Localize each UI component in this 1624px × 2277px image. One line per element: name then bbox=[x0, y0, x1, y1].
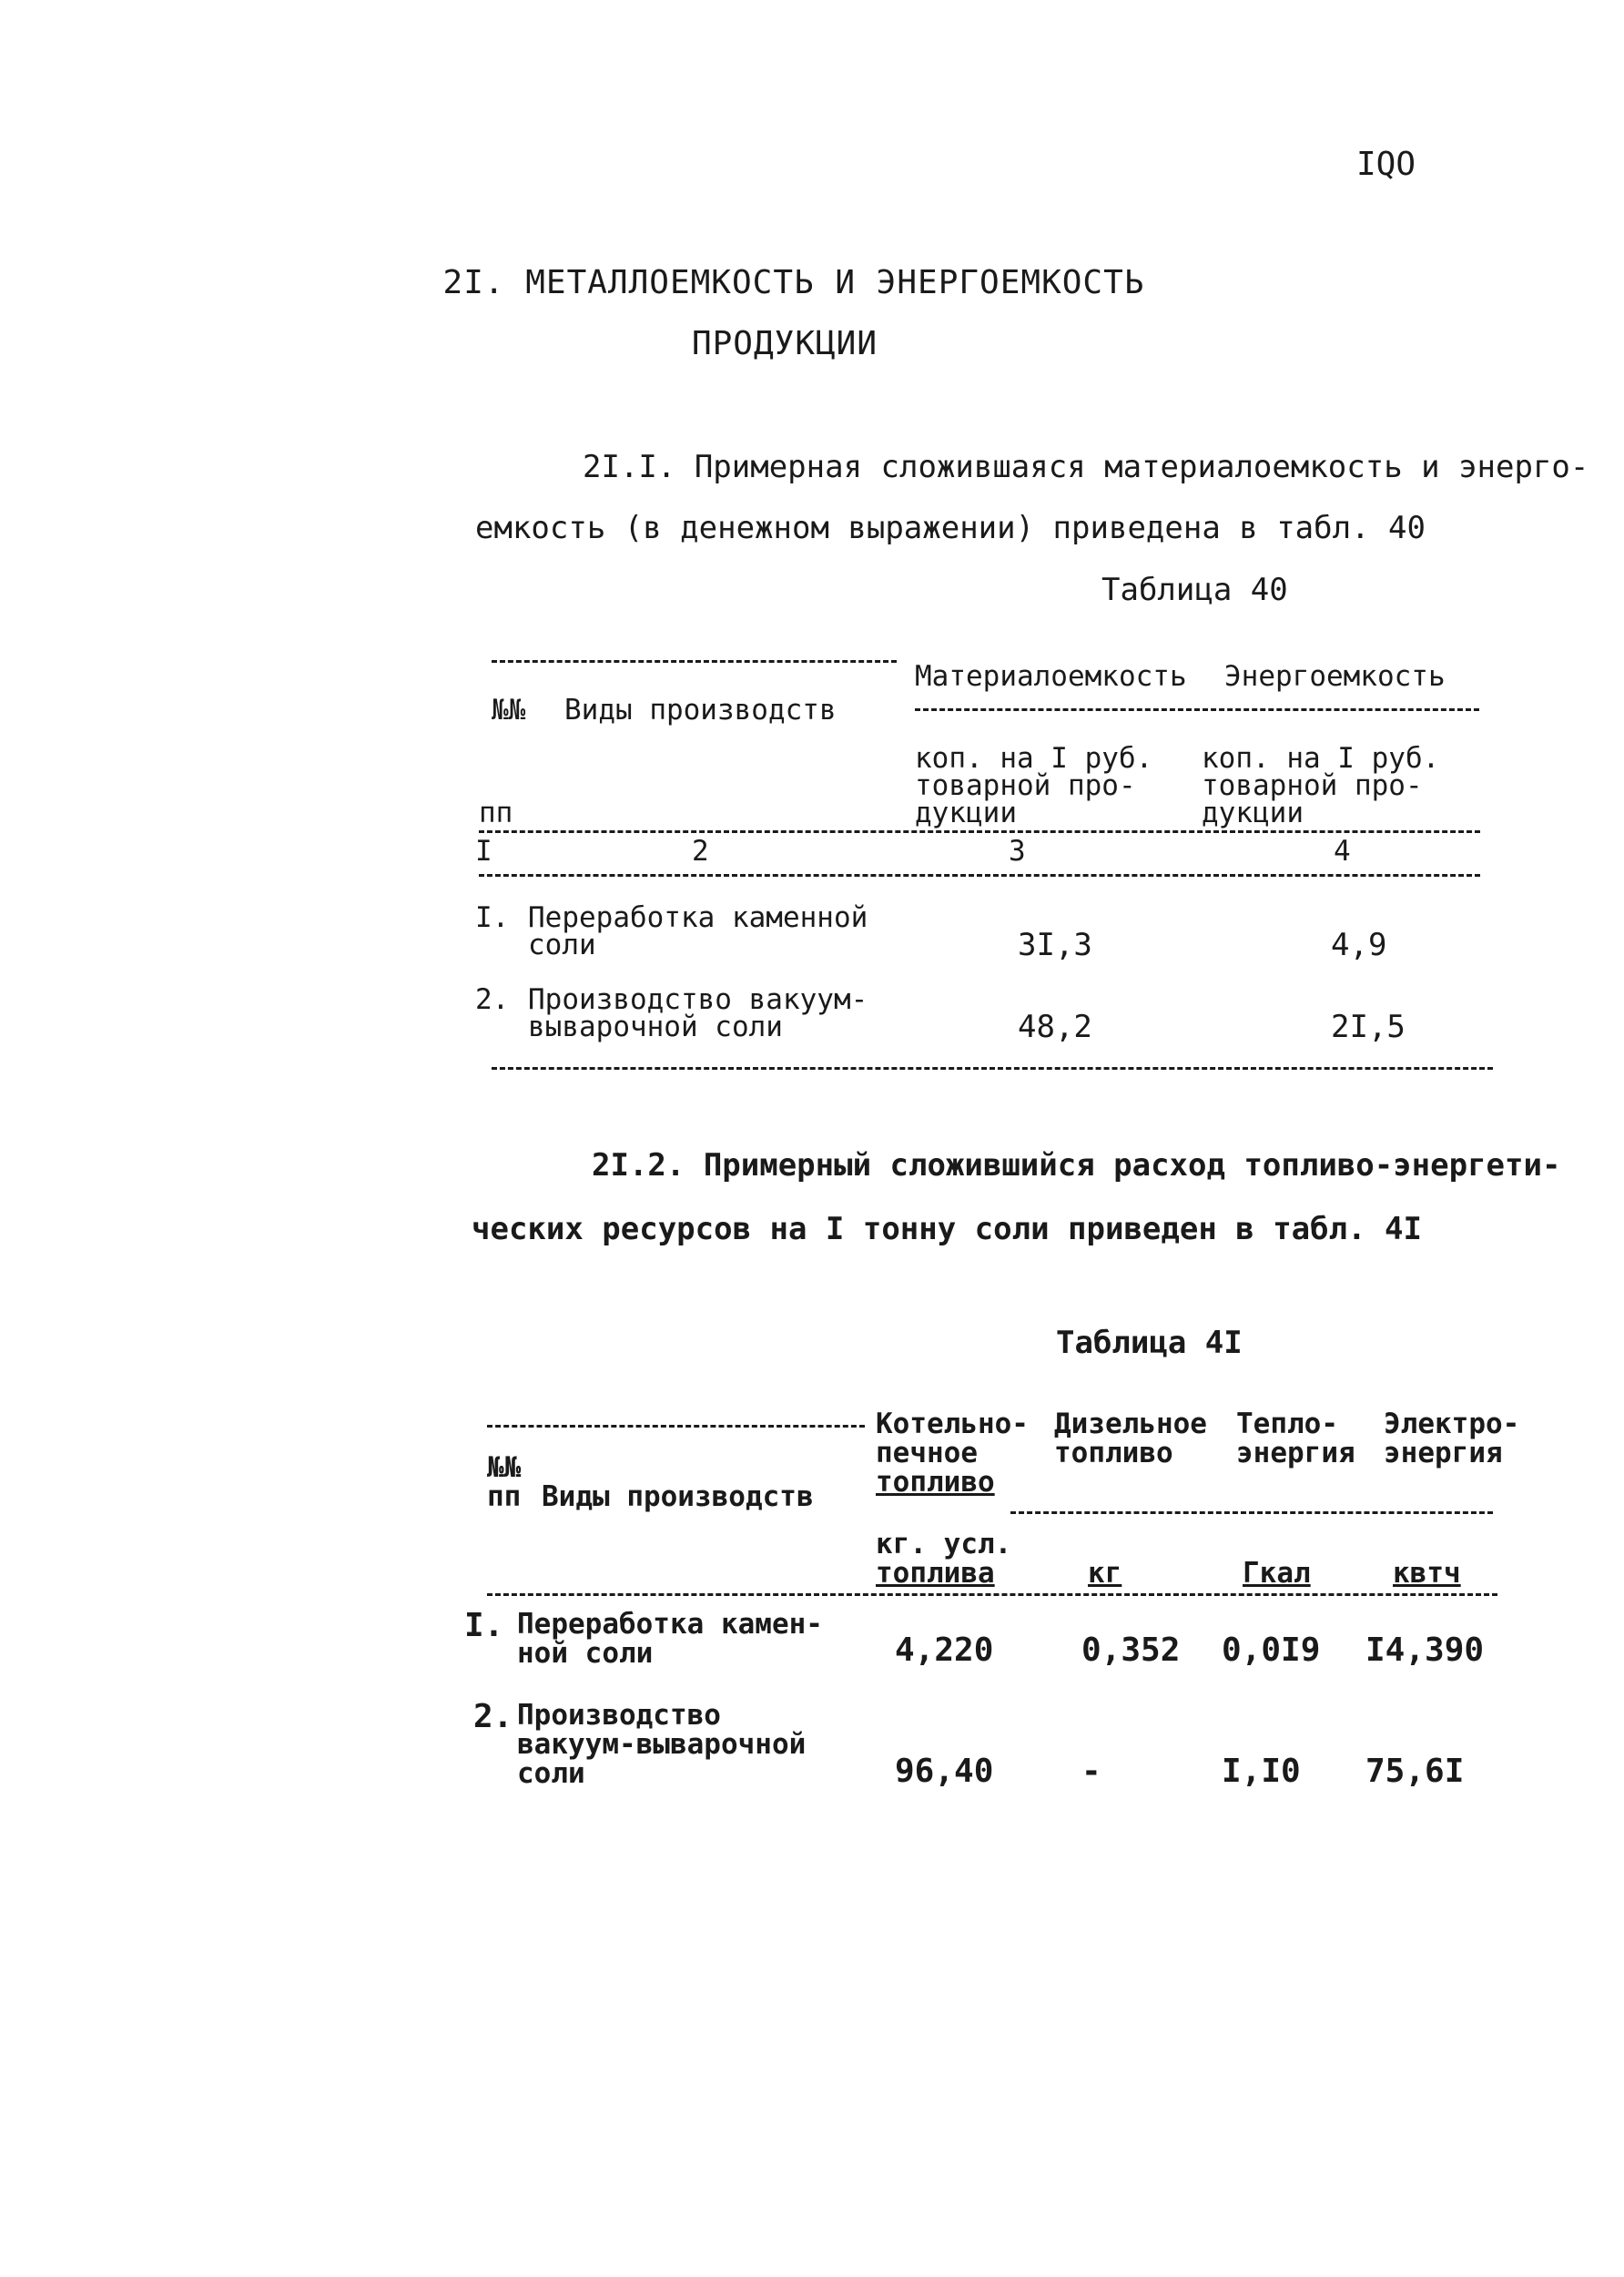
table-41-header-fuel-1: Котельно- bbox=[876, 1408, 1029, 1440]
table-40-row-1-no: I. bbox=[475, 901, 510, 934]
table-41-header-no-2: пп bbox=[487, 1480, 522, 1513]
table-40-header-type: Виды производств bbox=[564, 694, 837, 727]
table-rule bbox=[492, 660, 897, 663]
table-40-row-1-name-1: Переработка каменной bbox=[528, 901, 868, 934]
table-41-header-heat-2: энергия bbox=[1236, 1437, 1355, 1469]
paragraph-2-line1: 2I.2. Примерный сложившийся расход топливо-энергети- bbox=[592, 1147, 1561, 1184]
table-rule bbox=[487, 1425, 865, 1428]
table-41-header-elec-2: энергия bbox=[1384, 1437, 1503, 1469]
table-rule bbox=[1010, 1511, 1493, 1514]
section-title-line2: ПРОДУКЦИИ bbox=[691, 325, 878, 362]
table-41-header-heat-1: Тепло- bbox=[1236, 1408, 1338, 1440]
table-41-row-1-elec: I4,390 bbox=[1365, 1632, 1485, 1669]
table-40-row-2-no: 2. bbox=[475, 983, 510, 1016]
table-40-colnum-2: 2 bbox=[692, 835, 709, 868]
table-41-row-2-name-2: вакуум-выварочной bbox=[517, 1728, 807, 1761]
table-41-unit-fuel-1: кг. усл. bbox=[876, 1528, 1012, 1560]
paragraph-2-line2: ческих ресурсов на I тонну соли приведен в табл. 4I bbox=[472, 1211, 1422, 1247]
table-41-row-2-diesel: - bbox=[1081, 1753, 1101, 1790]
table-41-row-2-name-3: соли bbox=[517, 1757, 585, 1790]
table-41-unit-elec: квтч bbox=[1393, 1557, 1461, 1590]
table-40-header-no-2: пп bbox=[479, 797, 513, 829]
table-40-colnum-4: 4 bbox=[1334, 835, 1351, 868]
table-41-header-fuel-2: печное bbox=[876, 1437, 978, 1469]
table-41-unit-heat: Гкал bbox=[1243, 1557, 1311, 1590]
table-40-header-material: Материалоемкость bbox=[915, 660, 1187, 693]
table-40-row-1-energy: 4,9 bbox=[1331, 927, 1387, 963]
table-41-row-2-fuel: 96,40 bbox=[895, 1753, 994, 1790]
table-40-unit-energy-1: коп. на I руб. bbox=[1202, 742, 1440, 775]
table-40-unit-energy-2: товарной про- bbox=[1202, 769, 1423, 802]
table-40-row-1-name-2: соли bbox=[528, 929, 596, 961]
table-41-header-diesel-1: Дизельное bbox=[1054, 1408, 1207, 1440]
table-41-row-1-name-2: ной соли bbox=[517, 1637, 654, 1670]
table-40-caption: Таблица 40 bbox=[1101, 572, 1288, 608]
table-40-header-energy: Энергоемкость bbox=[1224, 660, 1446, 693]
table-41-header-diesel-2: топливо bbox=[1054, 1437, 1173, 1469]
table-40-row-2-name-1: Производство вакуум- bbox=[528, 983, 868, 1016]
table-41-row-1-no: I. bbox=[464, 1607, 504, 1644]
table-40-unit-material-2: товарной про- bbox=[915, 769, 1136, 802]
table-40-unit-material-3: дукции bbox=[915, 797, 1017, 829]
paragraph-1-line2: емкость (в денежном выражении) приведена в табл. 40 bbox=[475, 510, 1426, 546]
table-41-row-1-fuel: 4,220 bbox=[895, 1632, 994, 1669]
table-41-row-2-no: 2. bbox=[473, 1698, 513, 1735]
table-41-header-elec-1: Электро- bbox=[1384, 1408, 1520, 1440]
table-41-caption: Таблица 4I bbox=[1056, 1325, 1243, 1361]
table-41-header-no: №№ bbox=[487, 1451, 522, 1484]
table-40-unit-energy-3: дукции bbox=[1202, 797, 1304, 829]
table-40-row-2-name-2: выварочной соли bbox=[528, 1011, 783, 1043]
table-40-unit-material-1: коп. на I руб. bbox=[915, 742, 1153, 775]
table-40-colnum-1: I bbox=[475, 835, 492, 868]
table-41-header-fuel-3: топливо bbox=[876, 1466, 995, 1499]
table-40-colnum-3: 3 bbox=[1009, 835, 1026, 868]
table-rule bbox=[487, 1593, 1497, 1596]
table-40-row-2-energy: 2I,5 bbox=[1331, 1009, 1406, 1045]
table-41-row-2-heat: I,I0 bbox=[1222, 1753, 1301, 1790]
page-number: IQO bbox=[1356, 146, 1416, 183]
section-title: 2I. МЕТАЛЛОЕМКОСТЬ И ЭНЕРГОЕМКОСТЬ bbox=[442, 264, 1145, 301]
table-rule bbox=[479, 830, 1480, 833]
table-rule bbox=[492, 1067, 1493, 1070]
table-41-row-1-diesel: 0,352 bbox=[1081, 1632, 1181, 1669]
paragraph-1-line1: 2I.I. Примерная сложившаяся материалоемкость и энерго- bbox=[583, 449, 1589, 485]
table-40-row-2-material: 48,2 bbox=[1018, 1009, 1092, 1045]
table-41-unit-diesel: кг bbox=[1088, 1557, 1122, 1590]
table-41-header-type: Виды производств bbox=[542, 1480, 814, 1513]
table-rule bbox=[479, 874, 1480, 877]
table-41-row-2-name-1: Производство bbox=[517, 1699, 721, 1732]
table-41-row-2-elec: 75,6I bbox=[1365, 1753, 1465, 1790]
table-41-row-1-heat: 0,0I9 bbox=[1222, 1632, 1321, 1669]
table-rule bbox=[915, 708, 1479, 711]
table-41-unit-fuel-2: топлива bbox=[876, 1557, 995, 1590]
table-40-row-1-material: 3I,3 bbox=[1018, 927, 1092, 963]
table-41-row-1-name-1: Переработка камен- bbox=[517, 1608, 823, 1641]
table-40-header-no: №№ bbox=[492, 694, 526, 727]
